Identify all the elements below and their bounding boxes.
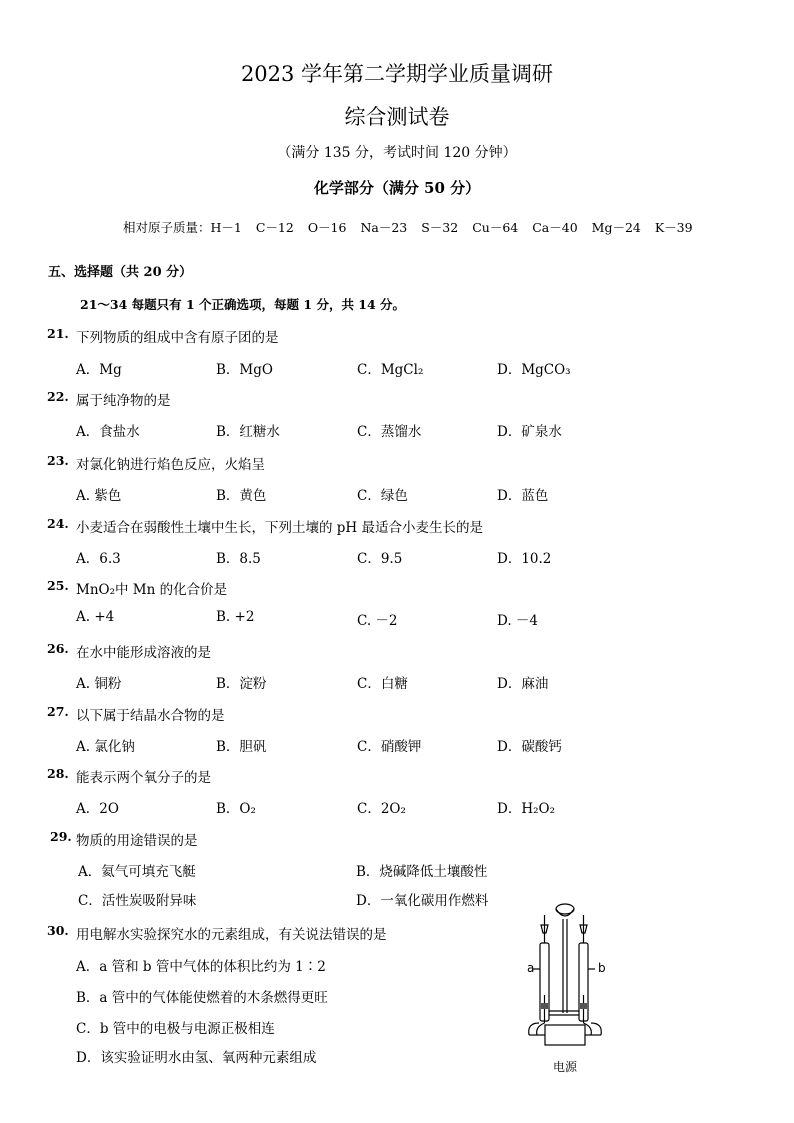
option-d[interactable]: D．该实验证明水由氢、氧两种元素组成 <box>76 1050 317 1066</box>
question-text: 小麦适合在弱酸性土壤中生长，下列土壤的 pH 最适合小麦生长的是 <box>76 520 483 536</box>
mass-item: K－39 <box>654 220 693 235</box>
option-d[interactable]: D．10.2 <box>497 551 552 567</box>
exam-note: （满分 135 分，考试时间 120 分钟） <box>277 145 517 161</box>
option-b[interactable]: B．a 管中的气体能使燃着的木条燃得更旺 <box>76 990 328 1006</box>
option-a[interactable]: A．氦气可填充飞艇 <box>78 864 196 880</box>
option-b[interactable]: B．MgO <box>216 362 273 378</box>
option-d[interactable]: D．一氧化碳用作燃料 <box>356 893 489 909</box>
question-number: 24. <box>47 516 69 531</box>
option-c[interactable]: C．白糖 <box>357 676 408 692</box>
option-a[interactable]: A. 铜粉 <box>76 676 122 692</box>
question-text: 对氯化钠进行焰色反应，火焰呈 <box>76 457 265 473</box>
option-a[interactable]: A．2O <box>76 801 119 817</box>
mass-item: Mg－24 <box>591 220 641 235</box>
option-b[interactable]: B．淀粉 <box>216 676 267 692</box>
option-a[interactable]: A．a 管和 b 管中气体的体积比约为 1∶2 <box>76 959 326 975</box>
option-d[interactable]: D．蓝色 <box>497 488 549 504</box>
option-d[interactable]: D．MgCO₃ <box>497 362 571 378</box>
question-text: 在水中能形成溶液的是 <box>76 645 211 661</box>
figure-caption: 电源 <box>553 1060 578 1074</box>
option-a[interactable]: A．食盐水 <box>76 424 140 440</box>
option-c[interactable]: C．MgCl₂ <box>357 362 424 378</box>
exam-subtitle: 综合测试卷 <box>344 105 450 129</box>
option-b[interactable]: B．O₂ <box>216 801 256 817</box>
option-d[interactable]: D．碳酸钙 <box>497 739 562 755</box>
section-instruction: 21～34 每题只有 1 个正确选项，每题 1 分，共 14 分。 <box>80 297 406 312</box>
question-text: 以下属于结晶水合物的是 <box>76 708 225 724</box>
option-b[interactable]: B．8.5 <box>216 551 261 567</box>
question-number: 22. <box>47 389 69 404</box>
mass-item: Ca－40 <box>532 220 578 235</box>
question-number: 23. <box>47 453 69 468</box>
question-text: 用电解水实验探究水的元素组成，有关说法错误的是 <box>76 927 387 943</box>
option-c[interactable]: C．活性炭吸附异味 <box>78 893 197 909</box>
exam-title: 2023 学年第二学期学业质量调研 <box>240 62 554 86</box>
option-a[interactable]: A．Mg <box>76 362 122 378</box>
option-d[interactable]: D．矿泉水 <box>497 424 562 440</box>
tube-a-label: a <box>527 961 535 975</box>
mass-item: 相对原子质量：H－1 <box>123 220 242 235</box>
electrolysis-apparatus-figure <box>515 895 615 1060</box>
option-d[interactable]: D．麻油 <box>497 676 549 692</box>
option-c[interactable]: C．9.5 <box>357 551 403 567</box>
mass-item: O－16 <box>307 220 347 235</box>
option-b[interactable]: B. +2 <box>216 609 255 625</box>
question-number: 27. <box>47 704 69 719</box>
question-text: 下列物质的组成中含有原子团的是 <box>76 330 279 346</box>
question-number: 25. <box>47 578 69 593</box>
option-a[interactable]: A. 氯化钠 <box>76 739 135 755</box>
mass-item: C－12 <box>255 220 294 235</box>
question-text: MnO₂中 Mn 的化合价是 <box>76 582 228 598</box>
section-heading: 五、选择题（共 20 分） <box>48 265 193 280</box>
option-b[interactable]: B．烧碱降低土壤酸性 <box>356 864 488 880</box>
question-number: 30. <box>47 923 69 938</box>
question-number: 21. <box>47 326 69 341</box>
option-a[interactable]: A．6.3 <box>76 551 121 567</box>
option-c[interactable]: C．绿色 <box>357 488 408 504</box>
option-b[interactable]: B．红糖水 <box>216 424 280 440</box>
tube-b-label: b <box>598 961 606 975</box>
question-text: 属于纯净物的是 <box>76 393 171 409</box>
option-c[interactable]: C．b 管中的电极与电源正极相连 <box>76 1021 275 1037</box>
question-text: 物质的用途错误的是 <box>76 833 198 849</box>
question-number: 29. <box>50 829 72 844</box>
option-d[interactable]: D. －4 <box>497 613 539 629</box>
question-text: 能表示两个氧分子的是 <box>76 770 211 786</box>
option-d[interactable]: D．H₂O₂ <box>497 801 555 817</box>
option-a[interactable]: A. 紫色 <box>76 488 122 504</box>
mass-item: Cu－64 <box>472 220 519 235</box>
atomic-masses <box>123 218 703 236</box>
mass-item: S－32 <box>421 220 459 235</box>
section-title: 化学部分（满分 50 分） <box>313 179 481 197</box>
question-number: 28. <box>47 766 69 781</box>
option-c[interactable]: C. －2 <box>357 613 398 629</box>
mass-item: Na－23 <box>360 220 408 235</box>
option-b[interactable]: B．黄色 <box>216 488 267 504</box>
option-b[interactable]: B．胆矾 <box>216 739 267 755</box>
option-c[interactable]: C．硝酸钾 <box>357 739 422 755</box>
option-c[interactable]: C．2O₂ <box>357 801 406 817</box>
question-number: 26. <box>47 641 69 656</box>
option-c[interactable]: C．蒸馏水 <box>357 424 422 440</box>
option-a[interactable]: A. +4 <box>76 609 115 625</box>
